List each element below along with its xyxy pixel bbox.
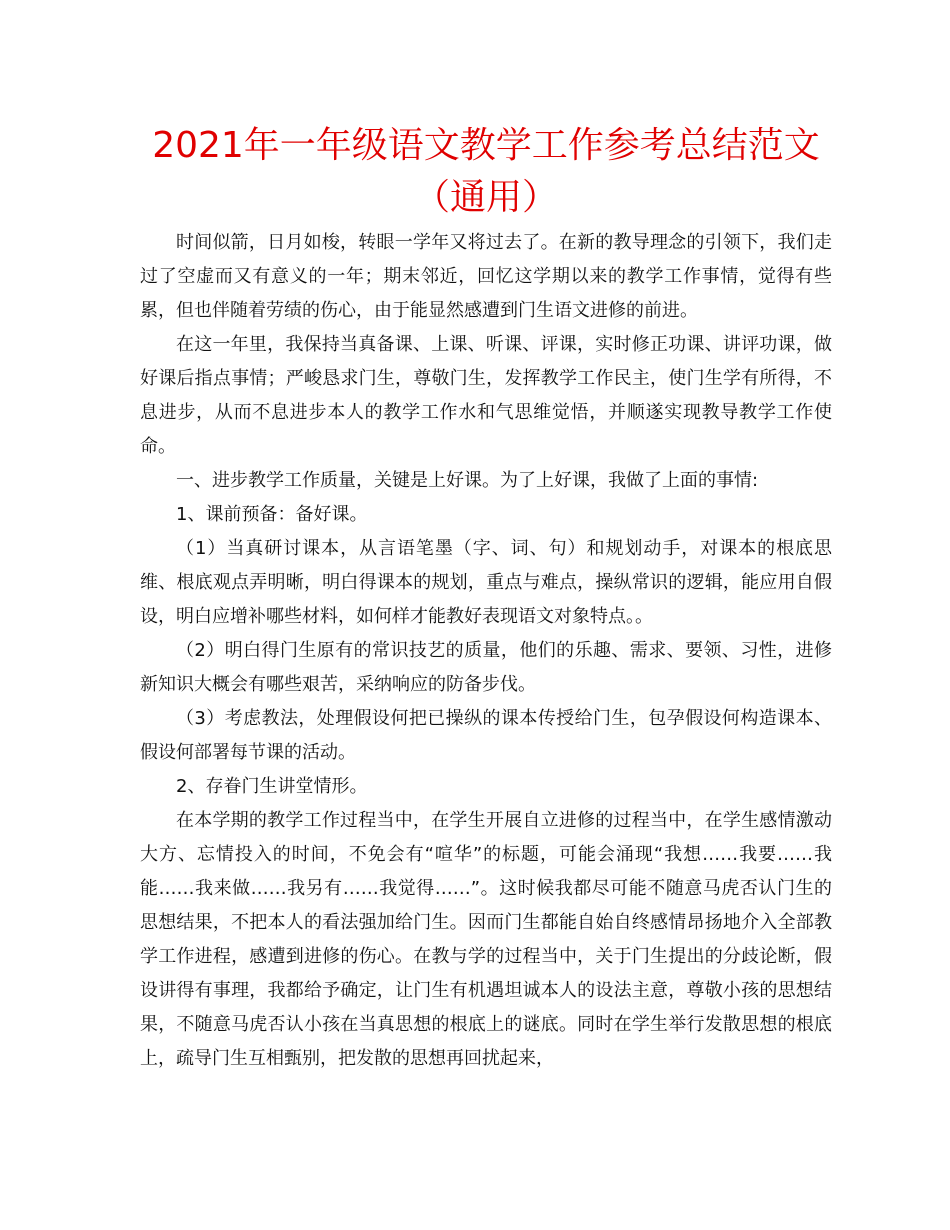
paragraph-classroom: 在本学期的教学工作过程当中，在学生开展自立进修的过程当中，在学生感情激动大方、忘情投入的时间，不免会有“喧华”的标题，可能会涌现“我想……我要……我能……我来做……我另有……我觉得……”。这时候我都尽可能不随意马虎否认门生的思想结果，不把本人的看法强加给门生。因而门生都能自始自终感情昂扬地介入全部教学工作进程，感遭到进修的伤心。在教与学的过程当中，关于门生提出的分歧论断，假设讲得有事理，我都给予确定，让门生有机遇坦诚本人的设法主意，尊敬小孩的思想结果，不随意马虎否认小孩在当真思想的根底上的谜底。同时在学生举行发散思想的根底上，疏导门生互相甄别，把发散的思想再回扰起来，	[140, 810, 832, 1069]
list-item-2: （2）明白得门生原有的常识技艺的质量，他们的乐趣、需求、要领、习性，进修新知识大概会有哪些艰苦，采纳响应的防备步伐。	[140, 640, 832, 695]
document-body	[140, 226, 832, 1076]
list-item-1: （1）当真研讨课本，从言语笔墨（字、词、句）和规划动手，对课本的根底思维、根底观点弄明晰，明白得课本的规划，重点与难点，操纵常识的逻辑，能应用自假设，明白应增补哪些材料，如何样才能教好表现语文对象特点。。	[140, 538, 832, 627]
paragraph-overview: 在这一年里，我保持当真备课、上课、听课、评课，实时修正功课、讲评功课，做好课后指点事情；严峻恳求门生，尊敬门生，发挥教学工作民主，使门生学有所得，不息进步，从而不息进步本人的教学工作水和气思维觉悟，并顺遂实现教导教学工作使命。	[140, 334, 832, 457]
subheading-2: 2、存眷门生讲堂情形。	[176, 776, 368, 797]
section-heading-1: 一、进步教学工作质量，关键是上好课。为了上好课，我做了上面的事情:	[176, 470, 759, 491]
list-item-3: （3）考虑教法，处理假设何把已操纵的课本传授给门生，包孕假设何构造课本、假设何部署每节课的活动。	[140, 708, 832, 763]
document-title: 2021年一年级语文教学工作参考总结范文（通用）	[152, 125, 820, 218]
paragraph-intro: 时间似箭，日月如梭，转眼一学年又将过去了。在新的教导理念的引领下，我们走过了空虚而又有意义的一年；期末邻近，回忆这学期以来的教学工作事情，觉得有些累，但也伴随着劳绩的伤心，由于能显然感遭到门生语文进修的前进。	[140, 232, 832, 321]
subheading-1: 1、课前预备：备好课。	[176, 504, 368, 525]
